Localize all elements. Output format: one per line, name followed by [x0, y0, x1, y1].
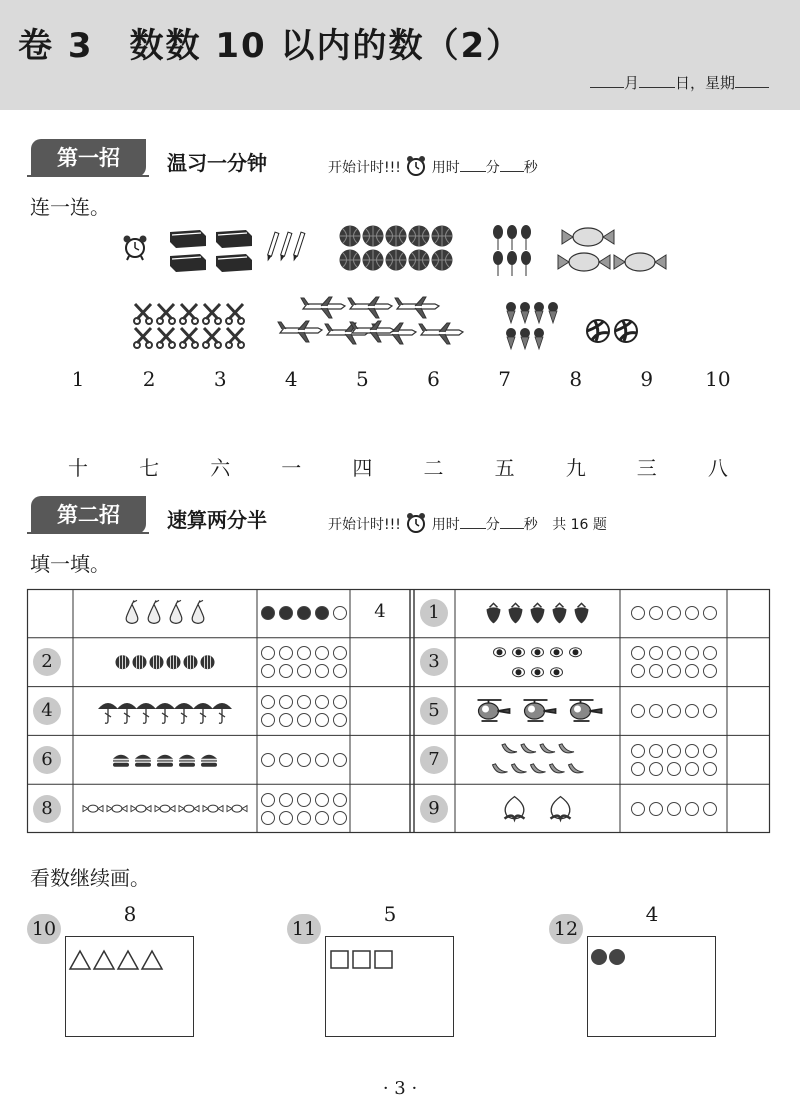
count-circle[interactable]: [333, 664, 347, 678]
scissors-picture: [157, 328, 175, 348]
question-number: 8: [33, 795, 61, 823]
question-total: 共 16 题: [552, 517, 607, 533]
question-number: 5: [420, 697, 448, 725]
scissors-picture: [226, 304, 244, 324]
wrapped-candy-picture: [203, 805, 223, 812]
airplane-picture: [419, 323, 463, 344]
count-circle[interactable]: [261, 793, 275, 807]
count-circle[interactable]: [261, 713, 275, 727]
pencil-picture: [266, 232, 279, 262]
date-line: [590, 72, 769, 93]
count-circle[interactable]: [703, 606, 717, 620]
pear-picture: [148, 600, 160, 623]
drawing-box[interactable]: [325, 936, 454, 1037]
draw-instruction: 看数继续画。: [30, 866, 150, 890]
month-blank[interactable]: [590, 73, 624, 88]
eye-picture: [551, 668, 563, 677]
watermelon-group: [116, 655, 215, 669]
eye-picture: [551, 648, 563, 657]
basketball-picture: [363, 250, 384, 271]
count-circle[interactable]: [279, 695, 293, 709]
umbrella-picture: [193, 703, 213, 723]
number-2[interactable]: 2: [142, 367, 156, 391]
chinese-number[interactable]: 五: [494, 456, 515, 480]
number-1[interactable]: 1: [71, 367, 85, 391]
umbrella-group: [98, 703, 232, 723]
number-9[interactable]: 9: [640, 367, 654, 391]
drawn-shapes: [588, 937, 715, 997]
umbrella-picture: [155, 703, 175, 723]
count-circle[interactable]: [649, 646, 663, 660]
wrapped-candy-picture: [179, 805, 199, 812]
count-circle[interactable]: [333, 713, 347, 727]
volleyball-picture: [587, 320, 609, 342]
strawberry-picture: [553, 603, 567, 623]
strawberry-picture: [487, 603, 501, 623]
basketball-picture: [363, 226, 384, 247]
count-circle[interactable]: [631, 606, 645, 620]
count-circle[interactable]: [649, 704, 663, 718]
volleyball-group: [587, 320, 637, 342]
banana-picture: [502, 744, 517, 753]
question-number: 1: [420, 599, 448, 627]
month-label: 月: [624, 74, 640, 92]
balloon-picture: [507, 225, 517, 250]
count-circle[interactable]: [631, 704, 645, 718]
drawing-box[interactable]: [65, 936, 194, 1037]
section2-instruction: 填一填。: [30, 552, 110, 576]
strawberry-picture: [531, 603, 545, 623]
number-7[interactable]: 7: [498, 367, 511, 391]
triangle-mark: [70, 951, 90, 969]
count-circle[interactable]: [685, 606, 699, 620]
candy-group: [558, 228, 666, 271]
basketball-picture: [386, 250, 407, 271]
wrapped-candy-picture: [83, 805, 103, 812]
banana-picture: [540, 744, 555, 753]
count-circle[interactable]: [649, 744, 663, 758]
airplane-picture: [395, 297, 439, 318]
count-circle[interactable]: [649, 802, 663, 816]
watermelon-picture: [150, 655, 164, 669]
count-circle[interactable]: [333, 695, 347, 709]
count-circle[interactable]: [315, 811, 329, 825]
ice-cream-group: [506, 302, 558, 349]
ice-cream-picture: [520, 302, 530, 323]
day-label: 日，星期: [675, 74, 736, 92]
count-circle[interactable]: [297, 793, 311, 807]
peach-group: [505, 797, 571, 819]
ice-cream-picture: [534, 302, 544, 323]
dot-mark: [591, 949, 607, 965]
second-blank[interactable]: [500, 157, 524, 172]
balloon-picture: [493, 225, 503, 250]
square-mark: [353, 951, 370, 968]
count-circle[interactable]: [703, 744, 717, 758]
triangle-mark: [118, 951, 138, 969]
timer-sec-label: 秒: [523, 160, 538, 176]
question-number: 6: [33, 746, 61, 774]
chinese-number[interactable]: 三: [636, 456, 657, 480]
pear-picture: [170, 600, 182, 623]
burger-picture: [157, 755, 173, 767]
pencil-picture: [292, 232, 305, 262]
dot-mark: [609, 949, 625, 965]
count-circle[interactable]: [315, 793, 329, 807]
balloon-group: [493, 225, 531, 276]
umbrella-picture: [117, 703, 137, 723]
airplane-picture: [372, 323, 416, 344]
count-circle[interactable]: [261, 646, 275, 660]
count-circle[interactable]: [685, 762, 699, 776]
timer-sec-label: 秒: [523, 517, 538, 533]
peach-picture: [505, 797, 525, 819]
task-number: 10: [27, 914, 61, 944]
alarm-clock-picture: [124, 236, 147, 261]
count-circle[interactable]: [631, 744, 645, 758]
count-circle[interactable]: [297, 713, 311, 727]
count-circle[interactable]: [297, 606, 311, 620]
chinese-number[interactable]: 一: [281, 456, 302, 480]
candy-picture: [558, 253, 610, 271]
chinese-number[interactable]: 六: [210, 456, 231, 480]
section2-badge: 第二招: [31, 496, 146, 534]
count-circle[interactable]: [279, 606, 293, 620]
umbrella-picture: [136, 703, 156, 723]
eye-picture: [513, 668, 525, 677]
eye-picture: [570, 648, 582, 657]
airplane-picture: [350, 321, 394, 342]
section2-title: 速算两分半: [167, 508, 267, 532]
chinese-number[interactable]: 四: [352, 456, 373, 480]
scissors-group: [134, 304, 244, 348]
burger-group: [113, 755, 217, 767]
target-number: 5: [383, 902, 397, 926]
umbrella-picture: [212, 703, 232, 723]
count-circle[interactable]: [315, 606, 329, 620]
page-title: 卷 3 数数 10 以内的数（2）: [18, 26, 523, 66]
count-circle[interactable]: [667, 646, 681, 660]
scissors-picture: [226, 328, 244, 348]
pear-picture: [192, 600, 204, 623]
count-circle[interactable]: [667, 664, 681, 678]
balloon-picture: [521, 251, 531, 276]
count-circle[interactable]: [703, 664, 717, 678]
scissors-picture: [203, 304, 221, 324]
ice-cream-picture: [548, 302, 558, 323]
eye-picture: [513, 648, 525, 657]
scissors-picture: [180, 304, 198, 324]
section2-timer: [328, 512, 607, 534]
count-circle[interactable]: [685, 744, 699, 758]
book-picture: [216, 230, 252, 248]
count-circle[interactable]: [649, 762, 663, 776]
watermelon-picture: [201, 655, 215, 669]
scissors-picture: [180, 328, 198, 348]
watermelon-picture: [167, 655, 181, 669]
fill-table: [27, 589, 770, 833]
count-circle[interactable]: [315, 695, 329, 709]
scissors-picture: [134, 328, 152, 348]
task-number: 11: [287, 914, 321, 944]
target-number: 4: [645, 902, 659, 926]
wrapped-candy-picture: [131, 805, 151, 812]
wrapped-candy-picture: [227, 805, 247, 812]
count-circle[interactable]: [279, 713, 293, 727]
drawn-shapes: [66, 937, 193, 997]
eye-picture: [532, 668, 544, 677]
strawberry-picture: [509, 603, 523, 623]
pencil-picture: [279, 232, 292, 262]
watermelon-picture: [133, 655, 147, 669]
count-circle[interactable]: [333, 753, 347, 767]
count-circle[interactable]: [631, 664, 645, 678]
count-circle[interactable]: [703, 704, 717, 718]
number-3[interactable]: 3: [213, 367, 227, 391]
helicopter-picture: [570, 700, 602, 721]
burger-picture: [135, 755, 151, 767]
count-circle[interactable]: [685, 646, 699, 660]
umbrella-picture: [174, 703, 194, 723]
balloon-picture: [521, 225, 531, 250]
book-picture: [170, 230, 206, 248]
basketball-group: [340, 226, 453, 271]
peach-picture: [551, 797, 571, 819]
basketball-picture: [409, 226, 430, 247]
second-blank[interactable]: [500, 514, 524, 529]
chinese-number[interactable]: 九: [565, 456, 586, 480]
number-6[interactable]: 6: [427, 367, 440, 391]
count-circle[interactable]: [703, 762, 717, 776]
banana-picture: [559, 744, 574, 753]
count-circle[interactable]: [631, 802, 645, 816]
triangle-mark: [142, 951, 162, 969]
volleyball-picture: [615, 320, 637, 342]
banana-picture: [569, 764, 584, 773]
count-circle[interactable]: [279, 811, 293, 825]
count-circle[interactable]: [261, 811, 275, 825]
scissors-picture: [203, 328, 221, 348]
airplane-picture: [325, 323, 369, 344]
timer-used-label: 用时: [431, 517, 460, 533]
drawn-shapes: [326, 937, 453, 997]
count-circle[interactable]: [297, 695, 311, 709]
pencil-group: [266, 232, 305, 262]
count-circle[interactable]: [703, 802, 717, 816]
timer-min-label: 分: [485, 160, 500, 176]
timer-start: 开始计时!!!: [328, 517, 401, 533]
airplane-group: [278, 297, 463, 344]
strawberry-picture: [575, 603, 589, 623]
wrapped-candy-picture: [107, 805, 127, 812]
pear-picture: [126, 600, 138, 623]
minute-blank[interactable]: [460, 157, 486, 172]
count-circle[interactable]: [649, 664, 663, 678]
scissors-picture: [134, 304, 152, 324]
count-circle[interactable]: [261, 695, 275, 709]
airplane-picture: [348, 297, 392, 318]
count-circle[interactable]: [315, 646, 329, 660]
count-circle[interactable]: [667, 744, 681, 758]
scissors-picture: [157, 304, 175, 324]
burger-picture: [201, 755, 217, 767]
count-circle[interactable]: [261, 753, 275, 767]
minute-blank[interactable]: [460, 514, 486, 529]
burger-picture: [113, 755, 129, 767]
task-number: 12: [549, 914, 583, 944]
chinese-number[interactable]: 七: [139, 456, 160, 480]
question-number: 3: [420, 648, 448, 676]
question-number: 9: [420, 795, 448, 823]
banana-picture: [493, 764, 508, 773]
burger-picture: [179, 755, 195, 767]
number-8[interactable]: 8: [569, 367, 583, 391]
triangle-mark: [94, 951, 114, 969]
chinese-number[interactable]: 八: [707, 456, 728, 480]
helicopter-picture: [478, 700, 510, 721]
question-number: 2: [33, 648, 61, 676]
wrapped-candy-picture: [155, 805, 175, 812]
banana-picture: [512, 764, 527, 773]
wrapped-candy-group: [83, 805, 247, 812]
page-number: · 3 ·: [382, 1078, 418, 1099]
count-circle[interactable]: [631, 762, 645, 776]
timer-start: 开始计时!!!: [328, 160, 401, 176]
balloon-picture: [507, 251, 517, 276]
airplane-picture: [278, 321, 322, 342]
count-circle[interactable]: [333, 793, 347, 807]
basketball-picture: [386, 226, 407, 247]
ice-cream-picture: [520, 328, 530, 349]
book-picture: [170, 254, 206, 272]
eye-group: [494, 648, 582, 677]
count-circle[interactable]: [279, 753, 293, 767]
candy-picture: [614, 253, 666, 271]
basketball-picture: [340, 226, 361, 247]
banana-picture: [521, 744, 536, 753]
banana-group: [493, 744, 584, 773]
count-circle[interactable]: [297, 811, 311, 825]
count-circle[interactable]: [315, 753, 329, 767]
helicopter-picture: [524, 700, 556, 721]
count-circle[interactable]: [297, 753, 311, 767]
book-picture: [216, 254, 252, 272]
count-circle[interactable]: [315, 664, 329, 678]
section1-title: 温习一分钟: [167, 151, 267, 175]
count-circle[interactable]: [649, 606, 663, 620]
chinese-number[interactable]: 二: [423, 456, 444, 480]
balloon-picture: [493, 251, 503, 276]
strawberry-group: [487, 603, 589, 623]
watermelon-picture: [116, 655, 130, 669]
day-blank[interactable]: [639, 73, 675, 88]
question-number: 7: [420, 746, 448, 774]
basketball-picture: [432, 226, 453, 247]
count-circle[interactable]: [279, 646, 293, 660]
section1-timer: [328, 155, 538, 177]
square-mark: [375, 951, 392, 968]
weekday-blank[interactable]: [735, 73, 769, 88]
timer-used-label: 用时: [431, 160, 460, 176]
number-5[interactable]: 5: [356, 367, 369, 391]
ice-cream-picture: [506, 302, 516, 323]
pear-group: [126, 600, 204, 623]
count-circle[interactable]: [685, 664, 699, 678]
number-10[interactable]: 10: [705, 367, 731, 391]
ice-cream-picture: [534, 328, 544, 349]
count-circle[interactable]: [297, 646, 311, 660]
umbrella-picture: [98, 703, 118, 723]
count-circle[interactable]: [667, 704, 681, 718]
basketball-picture: [409, 250, 430, 271]
section1-badge: 第一招: [31, 139, 146, 177]
answer-box[interactable]: 4: [374, 601, 386, 623]
timer-min-label: 分: [485, 517, 500, 533]
count-circle[interactable]: [667, 802, 681, 816]
section1-instruction: 连一连。: [30, 195, 110, 219]
count-circle[interactable]: [261, 606, 275, 620]
question-number: 4: [33, 697, 61, 725]
count-circle[interactable]: [279, 793, 293, 807]
alarm-clock-icon: [405, 155, 427, 177]
drawing-box[interactable]: [587, 936, 716, 1037]
helicopter-group: [478, 700, 602, 721]
eye-picture: [532, 648, 544, 657]
count-circle[interactable]: [631, 646, 645, 660]
airplane-picture: [301, 297, 345, 318]
banana-picture: [531, 764, 546, 773]
alarm-clock-icon: [405, 512, 427, 534]
count-circle[interactable]: [279, 664, 293, 678]
chinese-number[interactable]: 十: [68, 456, 88, 480]
count-circle[interactable]: [667, 762, 681, 776]
count-circle[interactable]: [297, 664, 311, 678]
count-circle[interactable]: [333, 606, 347, 620]
count-circle[interactable]: [667, 606, 681, 620]
eye-picture: [494, 648, 506, 657]
target-number: 8: [123, 902, 137, 926]
book-group: [170, 230, 252, 272]
banana-picture: [550, 764, 565, 773]
basketball-picture: [432, 250, 453, 271]
count-circle[interactable]: [333, 646, 347, 660]
number-4[interactable]: 4: [284, 367, 298, 391]
count-circle[interactable]: [333, 811, 347, 825]
watermelon-picture: [184, 655, 198, 669]
basketball-picture: [340, 250, 361, 271]
ice-cream-picture: [506, 328, 516, 349]
square-mark: [331, 951, 348, 968]
count-circle[interactable]: [703, 646, 717, 660]
count-circle[interactable]: [685, 704, 699, 718]
count-circle[interactable]: [685, 802, 699, 816]
candy-picture: [562, 228, 614, 246]
count-circle[interactable]: [261, 664, 275, 678]
count-circle[interactable]: [315, 713, 329, 727]
